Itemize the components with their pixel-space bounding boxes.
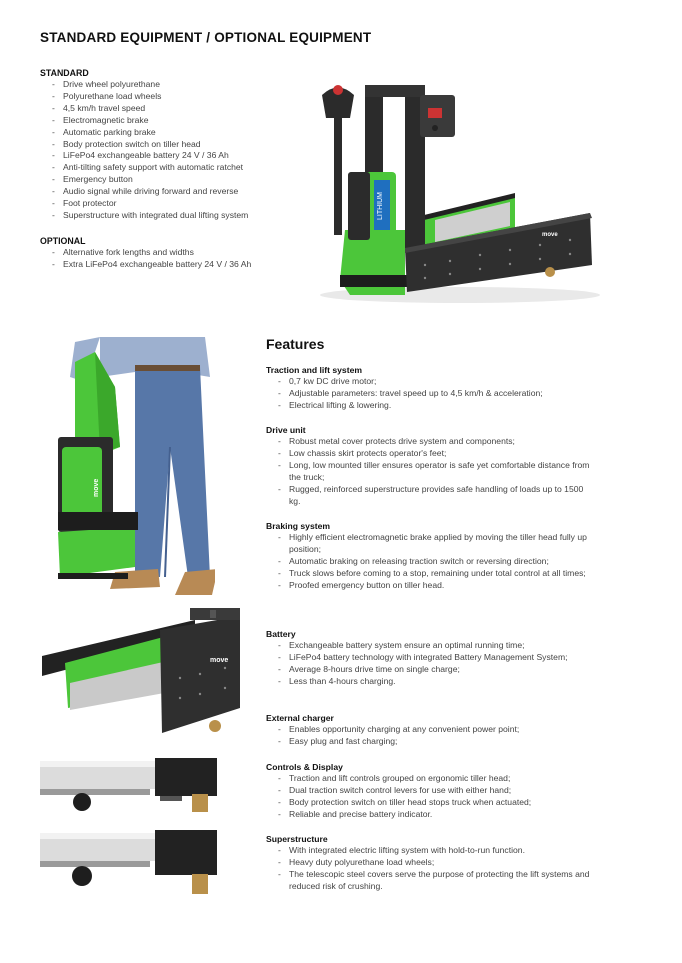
list-item: - Dual traction switch control levers for use with either hand; bbox=[278, 785, 596, 797]
list-item: - Heavy duty polyurethane load wheels; bbox=[278, 857, 596, 869]
list-item: - Truck slows before coming to a stop, remaining under total control at all times; bbox=[278, 568, 596, 580]
fork-closeup-logo: move bbox=[210, 657, 229, 664]
list-item: - Reliable and precise battery indicator. bbox=[278, 809, 596, 821]
list-item: - Extra LiFePo4 exchangeable battery 24 V / 36 Ah bbox=[52, 259, 310, 271]
wheel-closeup-photo-1 bbox=[40, 758, 220, 816]
list-item: - Electromagnetic brake bbox=[52, 115, 310, 127]
operator-photo-logo: move bbox=[93, 478, 100, 497]
list-item: - Anti-tilting safety support with automatic ratchet bbox=[52, 162, 310, 174]
feature-items bbox=[266, 845, 596, 893]
list-item: - Superstructure with integrated dual lifting system bbox=[52, 210, 310, 222]
list-item: - 0,7 kw DC drive motor; bbox=[278, 376, 596, 388]
feature-items bbox=[266, 640, 596, 688]
fork-closeup-photo bbox=[40, 608, 245, 738]
page-title: STANDARD EQUIPMENT / OPTIONAL EQUIPMENT bbox=[40, 30, 372, 45]
list-item: - Automatic braking on releasing traction switch or reversing direction; bbox=[278, 556, 596, 568]
feature-section bbox=[266, 364, 596, 412]
list-item: - Electrical lifting & lowering. bbox=[278, 400, 596, 412]
optional-section bbox=[40, 236, 310, 271]
list-item: - Alternative fork lengths and widths bbox=[52, 247, 310, 259]
feature-section bbox=[266, 712, 596, 748]
list-item: - Average 8-hours drive time on single charge; bbox=[278, 664, 596, 676]
list-item: - Less than 4-hours charging. bbox=[278, 676, 596, 688]
list-item: - Polyurethane load wheels bbox=[52, 91, 310, 103]
feature-items bbox=[266, 376, 596, 412]
list-item: - LiFePo4 battery technology with integrated Battery Management System; bbox=[278, 652, 596, 664]
list-item: - Drive wheel polyurethane bbox=[52, 79, 310, 91]
standard-list bbox=[40, 79, 310, 222]
feature-heading: Controls & Display bbox=[266, 762, 343, 772]
list-item: - Automatic parking brake bbox=[52, 127, 310, 139]
feature-section bbox=[266, 761, 596, 821]
list-item: - Body protection switch on tiller head stops truck when actuated; bbox=[278, 797, 596, 809]
optional-label: OPTIONAL bbox=[40, 236, 86, 246]
list-item: - Adjustable parameters: travel speed up to 4,5 km/h & acceleration; bbox=[278, 388, 596, 400]
list-item: - The telescopic steel covers serve the purpose of protecting the lift systems and reduced risk of crushing. bbox=[278, 869, 596, 893]
optional-list bbox=[40, 247, 310, 271]
features-title: Features bbox=[266, 336, 325, 352]
feature-items bbox=[266, 724, 596, 748]
feature-heading: Battery bbox=[266, 629, 296, 639]
feature-items bbox=[266, 436, 596, 507]
feature-items bbox=[266, 532, 596, 592]
list-item: - Low chassis skirt protects operator's feet; bbox=[278, 448, 596, 460]
wheel-closeup-photo-2 bbox=[40, 830, 220, 895]
feature-heading: Drive unit bbox=[266, 425, 306, 435]
list-item: - 4,5 km/h travel speed bbox=[52, 103, 310, 115]
list-item: - With integrated electric lifting system with hold-to-run function. bbox=[278, 845, 596, 857]
list-item: - Traction and lift controls grouped on ergonomic tiller head; bbox=[278, 773, 596, 785]
list-item: - Audio signal while driving forward and reverse bbox=[52, 186, 310, 198]
list-item: - Enables opportunity charging at any convenient power point; bbox=[278, 724, 596, 736]
standard-section bbox=[40, 68, 310, 222]
list-item: - LiFePo4 exchangeable battery 24 V / 36 Ah bbox=[52, 150, 310, 162]
list-item: - Foot protector bbox=[52, 198, 310, 210]
feature-items bbox=[266, 773, 596, 821]
list-item: - Body protection switch on tiller head bbox=[52, 139, 310, 151]
list-item: - Long, low mounted tiller ensures operator is safe yet comfortable distance from the truck; bbox=[278, 460, 596, 484]
battery-label: LITHIUM bbox=[377, 192, 384, 220]
feature-heading: Braking system bbox=[266, 521, 331, 531]
list-item: - Robust metal cover protects drive system and components; bbox=[278, 436, 596, 448]
list-item: - Exchangeable battery system ensure an optimal running time; bbox=[278, 640, 596, 652]
list-item: - Rugged, reinforced superstructure provides safe handling of loads up to 1500 kg. bbox=[278, 484, 596, 508]
feature-section bbox=[266, 424, 596, 507]
list-item: - Proofed emergency button on tiller head. bbox=[278, 580, 596, 592]
feature-heading: Superstructure bbox=[266, 834, 328, 844]
pallet-truck-image bbox=[310, 80, 610, 305]
list-item: - Easy plug and fast charging; bbox=[278, 736, 596, 748]
fork-logo: move bbox=[542, 232, 558, 238]
feature-section bbox=[266, 628, 596, 688]
feature-section bbox=[266, 833, 596, 893]
feature-section bbox=[266, 520, 596, 592]
list-item: - Emergency button bbox=[52, 174, 310, 186]
list-item: - Highly efficient electromagnetic brake applied by moving the tiller head fully up position; bbox=[278, 532, 596, 556]
standard-label: STANDARD bbox=[40, 68, 89, 78]
operator-photo bbox=[40, 337, 215, 602]
feature-heading: Traction and lift system bbox=[266, 365, 362, 375]
feature-heading: External charger bbox=[266, 713, 334, 723]
